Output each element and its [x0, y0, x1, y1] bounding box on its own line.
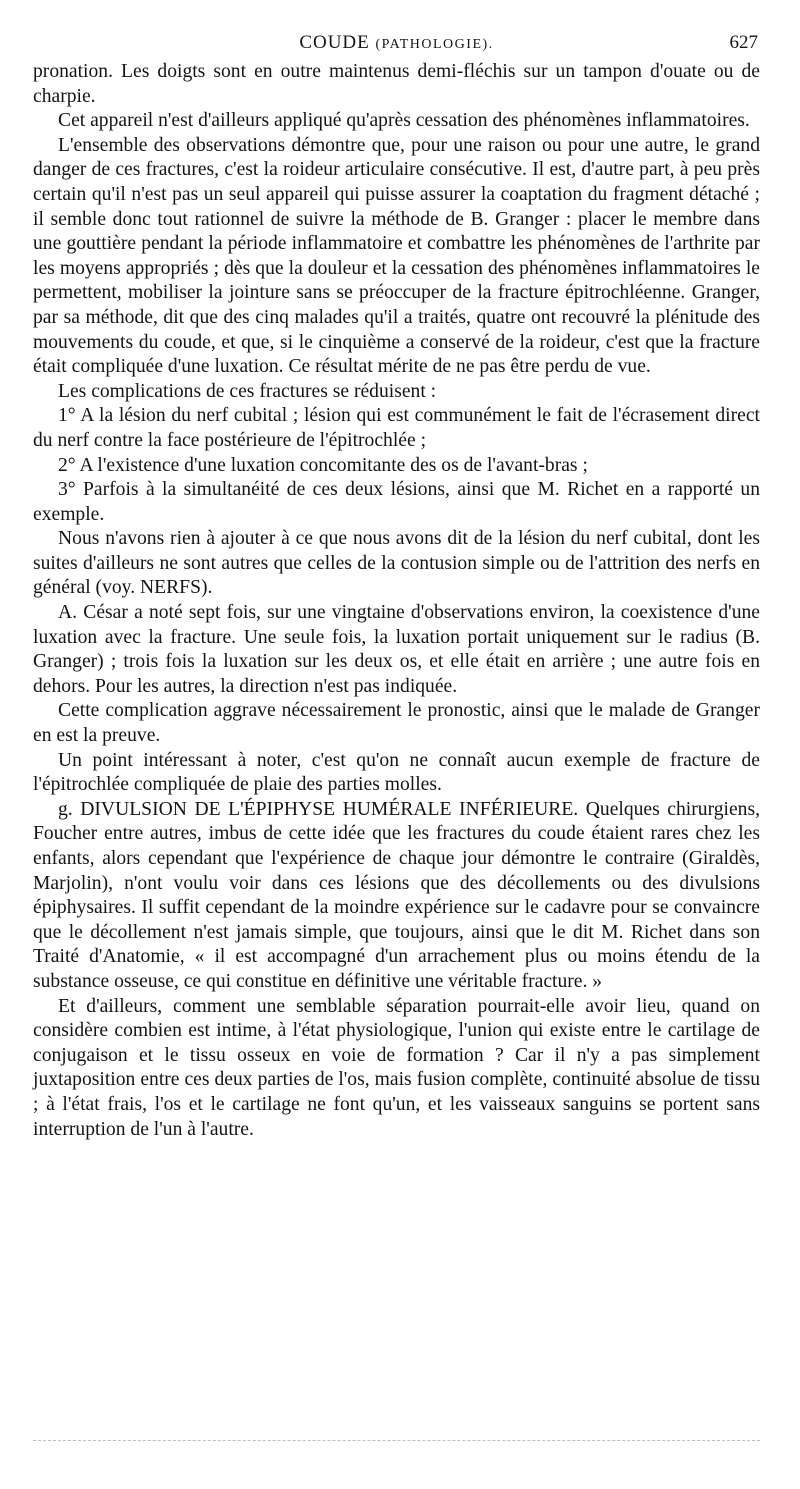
paragraph: Cette complication aggrave nécessairement le pronostic, ainsi que le malade de Granger en est la preuve. — [33, 700, 760, 747]
paragraph: Cet appareil n'est d'ailleurs appliqué qu'après cessation des phénomènes inflammatoires. — [58, 110, 750, 132]
header-subtitle: (PATHOLOGIE). — [375, 37, 494, 52]
paragraph: A. César a noté sept fois, sur une vingtaine d'observations environ, la coexistence d'une luxation avec la fracture. Une seule fois, la luxation portait uniquement sur le radius (B. Granger) ; trois fois la luxation sur les deux os, et elle était en arrière ; une autre fois en dehors. Pour les autres, la direction n'est pas indiquée. — [33, 602, 760, 697]
list-item: 2° A l'existence d'une luxation concomitante des os de l'avant-bras ; — [58, 454, 588, 476]
section-paragraph: g. DIVULSION DE L'ÉPIPHYSE HUMÉRALE INFÉRIEURE. Quelques chirurgiens, Foucher entre autres, imbus de cette idée que les fractures du coude étaient rares chez les enfants, alors cependant que l'expérience de chaque jour démontre le contraire (Giraldès, Marjolin), n'ont voulu voir dans ces lésions que des décollements ou des divulsions épiphysaires. Il suffit cependant de la moindre expérience sur le cadavre pour se convaincre que le décollement n'est jamais simple, que toujours, ainsi que le dit M. Richet dans son Traité d'Anatomie, « il est accompagné d'un arrachement plus ou moins étendu de la substance osseuse, ce qui constitue en définitive une véritable fracture. » — [33, 798, 760, 992]
list-item: 1° A la lésion du nerf cubital ; lésion qui est communément le fait de l'écrasement direct du nerf contre la face postérieure de l'épitrochlée ; — [33, 405, 760, 451]
running-header — [33, 30, 760, 60]
paragraph: Un point intéressant à noter, c'est qu'on ne connaît aucun exemple de fracture de l'épitrochlée compliquée de plaie des parties molles. — [33, 749, 760, 796]
paragraph: L'ensemble des observations démontre que, pour une raison ou pour une autre, le grand danger de ces fractures, c'est la roideur articulaire consécutive. Il est, d'autre part, à peu près certain qu'il n'est pas un seul appareil qui puisse assurer la coaptation du fragment détaché ; il semble donc tout rationnel de suivre la méthode de B. Granger : placer le membre dans une gouttière pendant la période inflammatoire et combattre les phénomènes de l'arthrite par les moyens appropriés ; dès que la douleur et la cessation des phénomènes inflammatoires le permettent, mobiliser la jointure sans se préoccuper de la fracture épitrochléenne. Granger, par sa méthode, dit que des cinq malades qu'il a traités, quatre ont recouvré la plénitude des mouvements du coude, et que, si le cinquième a conservé de la roideur, c'est que la fracture était compliquée d'une luxation. Ce résultat mérite de ne pas être perdu de vue. — [33, 134, 760, 378]
header-title: COUDE — [299, 32, 370, 53]
page-body — [33, 60, 760, 1142]
paragraph: pronation. Les doigts sont en outre maintenus demi-fléchis sur un tampon d'ouate ou de charpie. — [33, 61, 760, 107]
paragraph: Et d'ailleurs, comment une semblable séparation pourrait-elle avoir lieu, quand on considère combien est intime, à l'état physiologique, l'union qui existe entre le cartilage de conjugaison et le tissu osseux en voie de formation ? Car il n'y a pas simplement juxtaposition entre ces deux parties de l'os, mais fusion complète, continuité absolue de tissu ; à l'état frais, l'os et le cartilage ne font qu'un, et les vaisseaux sanguins se portent sans interruption de l'un à l'autre. — [33, 995, 760, 1140]
footer-rule — [33, 1440, 760, 1441]
book-page — [33, 30, 760, 1142]
running-title — [33, 32, 760, 54]
list-item: 3° Parfois à la simultanéité de ces deux lésions, ainsi que M. Richet en a rapporté un exemple. — [33, 479, 760, 525]
paragraph: Les complications de ces fractures se réduisent : — [58, 380, 437, 402]
paragraph: Nous n'avons rien à ajouter à ce que nous avons dit de la lésion du nerf cubital, dont les suites d'ailleurs ne sont autres que celles de la contusion simple ou de l'attrition des nerfs en général (voy. NERFS). — [33, 528, 760, 599]
page-number: 627 — [729, 32, 758, 53]
